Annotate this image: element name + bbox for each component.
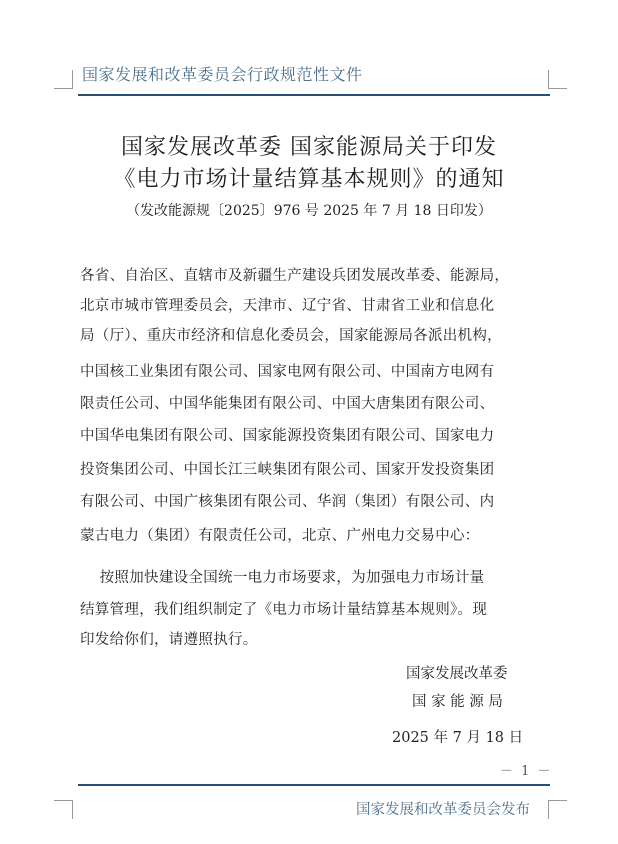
issue-date: 2025 年 7 月 18 日 [392, 730, 524, 746]
document-title-line2: 《电力市场计量结算基本规则》的通知 [113, 167, 505, 192]
body-line: 按照加快建设全国统一电力市场要求，为加强电力市场计量 [80, 570, 485, 586]
addressee-line: 蒙古电力（集团）有限责任公司，北京、广州电力交易中心： [80, 528, 480, 544]
addressee-line: 局（厅）、重庆市经济和信息化委员会，国家能源局各派出机构， [80, 328, 502, 344]
footer-title: 国家发展和改革委员会发布 [356, 802, 530, 818]
addressee-line: 中国核工业集团有限公司、国家电网有限公司、中国南方电网有 [80, 364, 495, 380]
signature-nea: 国 家 能 源 局 [412, 694, 503, 710]
signature-ndrc: 国家发展改革委 [406, 666, 508, 682]
footer-rule [78, 784, 550, 786]
addressee-line: 各省、自治区、直辖市及新疆生产建设兵团发展改革委、能源局， [80, 268, 510, 284]
page-number: － 1 － [500, 764, 553, 779]
addressee-line: 中国华电集团有限公司、国家能源投资集团有限公司、国家电力 [80, 428, 495, 444]
addressee-line: 有限公司、中国广核集团有限公司、华润（集团）有限公司、内 [80, 494, 495, 510]
addressee-line: 投资集团公司、中国长江三峡集团有限公司、国家开发投资集团 [80, 462, 495, 478]
corner-mark-bottom-right [548, 800, 567, 819]
header-rule [78, 94, 550, 96]
document-title-line1: 国家发展改革委 国家能源局关于印发 [121, 135, 497, 160]
corner-mark-top-left [54, 70, 73, 89]
header-title: 国家发展和改革委员会行政规范性文件 [82, 65, 363, 84]
corner-mark-top-right [548, 70, 567, 89]
document-number: （发改能源规〔2025〕976 号 2025 年 7 月 18 日印发） [126, 203, 492, 219]
addressee-line: 限责任公司、中国华能集团有限公司、中国大唐集团有限公司、 [80, 396, 495, 412]
addressee-line: 北京市城市管理委员会，天津市、辽宁省、甘肃省工业和信息化 [80, 298, 495, 314]
corner-mark-bottom-left [54, 800, 73, 819]
body-line: 印发给你们，请遵照执行。 [80, 632, 258, 648]
body-line: 结算管理，我们组织制定了《电力市场计量结算基本规则》。现 [80, 602, 488, 618]
